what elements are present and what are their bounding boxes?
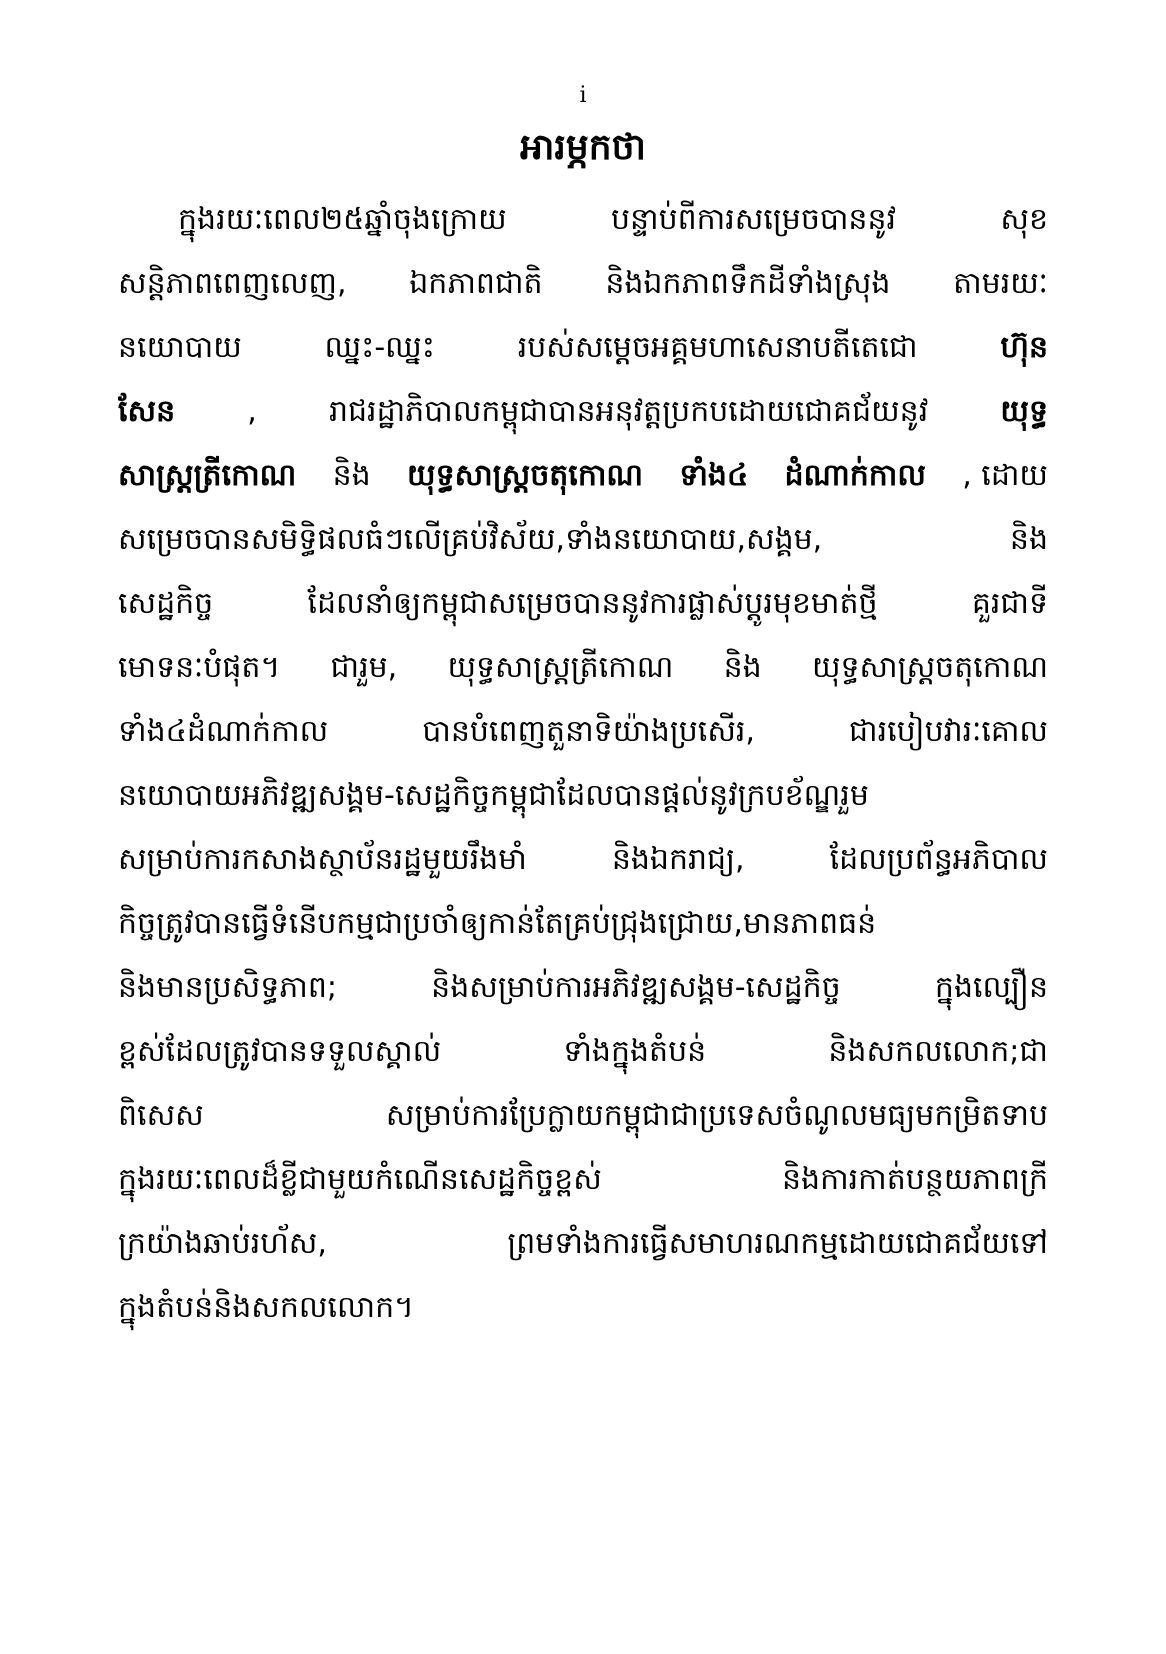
text-segment: , ដោយ bbox=[962, 458, 1048, 493]
text-segment: មោទនៈបំផុត។ bbox=[118, 650, 281, 685]
text-segment: ឈ្នះ-ឈ្នះ bbox=[324, 330, 435, 365]
text-segment: ឯកភាពជាតិ bbox=[409, 266, 543, 301]
text-line bbox=[118, 1148, 1048, 1212]
text-segment: ជារបៀបវារៈគោល bbox=[849, 714, 1048, 749]
text-segment: និង bbox=[723, 650, 762, 685]
text-segment: និងមានប្រសិទ្ធភាព; bbox=[118, 970, 337, 1005]
text-line bbox=[118, 700, 1048, 764]
text-segment: និងការកាត់បន្ថយភាពក្រី bbox=[781, 1162, 1048, 1197]
text-line bbox=[118, 316, 1048, 380]
text-segment: សុខ bbox=[1000, 202, 1048, 237]
page-title: អារម្ភកថា bbox=[520, 127, 646, 168]
text-line bbox=[118, 444, 1048, 508]
text-line bbox=[118, 764, 1048, 828]
text-segment: គួរជាទី bbox=[971, 586, 1048, 621]
text-line bbox=[118, 1276, 1048, 1340]
text-segment: ក្នុងរយៈពេល២៥ឆ្នាំចុងក្រោយ bbox=[178, 202, 507, 237]
text-segment: សម្រេចបានសមិទ្ធិផលធំៗលើគ្រប់វិស័យ,ទាំងនយោបាយ,សង្គម, bbox=[118, 522, 823, 557]
text-segment: សម្រាប់ការប្រែក្លាយកម្ពុជាជាប្រទេសចំណូលមធ្យមកម្រិតទាប bbox=[385, 1098, 1048, 1133]
bold-text-segment: យុទ្ធសាស្ត្រចតុកោណ bbox=[407, 458, 644, 493]
text-line bbox=[118, 1212, 1048, 1276]
text-line bbox=[118, 508, 1048, 572]
text-line bbox=[118, 892, 1048, 956]
text-line bbox=[118, 252, 1048, 316]
text-segment: នយោបាយអភិវឌ្ឍសង្គម-សេដ្ឋកិច្ចកម្ពុជាដែលបានផ្តល់នូវក្របខ័ណ្ឌរួម bbox=[118, 778, 869, 813]
text-segment: តាមរយៈ bbox=[953, 266, 1048, 301]
text-segment: របស់សម្តេចអគ្គមហាសេនាបតីតេជោ bbox=[517, 330, 918, 365]
bold-text-segment: យុទ្ធ bbox=[1000, 394, 1048, 429]
text-segment: ដែលប្រព័ន្ធអភិបាល bbox=[829, 842, 1048, 877]
bold-text-segment: ដំណាក់កាល bbox=[784, 458, 926, 493]
text-segment: និងឯករាជ្យ, bbox=[611, 842, 745, 877]
text-line bbox=[118, 956, 1048, 1020]
text-line bbox=[118, 636, 1048, 700]
text-segment: បានបំពេញតួនាទិយ៉ាងប្រសើរ, bbox=[422, 714, 755, 749]
text-segment: ទាំងក្នុងតំបន់ bbox=[563, 1034, 707, 1069]
text-segment: ក្នុងល្បឿន bbox=[934, 970, 1048, 1005]
text-segment: ព្រមទាំងការធ្វើសមាហរណកម្មដោយជោគជ័យទៅ bbox=[507, 1226, 1048, 1261]
text-segment: និងសកលលោក;ជា bbox=[828, 1034, 1048, 1069]
text-line bbox=[118, 828, 1048, 892]
text-line bbox=[118, 572, 1048, 636]
page-number: i bbox=[579, 83, 587, 108]
text-segment: និង bbox=[1009, 522, 1048, 557]
bold-text-segment: ទាំង៤ bbox=[679, 458, 749, 493]
text-segment: ក្នុងរយៈពេលដ៏ខ្លីជាមួយកំណើនសេដ្ឋកិច្ចខ្ពស់ bbox=[118, 1162, 602, 1197]
text-segment: នយោបាយ bbox=[118, 330, 242, 365]
text-line bbox=[118, 380, 1048, 444]
bold-text-segment: ហ៊ុន bbox=[1000, 330, 1048, 365]
body-paragraph bbox=[118, 188, 1048, 1340]
text-segment: ដែលនាំឲ្យកម្ពុជាសម្រេចបាននូវការផ្លាស់ប្តូរមុខមាត់ថ្មី bbox=[307, 586, 878, 621]
text-segment: ទាំង៤ដំណាក់កាល bbox=[118, 714, 329, 749]
text-segment: ខ្ពស់ដែលត្រូវបានទទួលស្គាល់ bbox=[118, 1034, 442, 1069]
text-segment: និង bbox=[332, 458, 371, 493]
bold-text-segment: សែន bbox=[118, 394, 176, 429]
text-segment: ពិសេស bbox=[118, 1098, 204, 1133]
text-segment: ជារួម, bbox=[330, 650, 398, 685]
text-segment: សេដ្ឋកិច្ច bbox=[118, 586, 214, 621]
text-segment: និងសម្រាប់ការអភិវឌ្ឍសង្គម-សេដ្ឋកិច្ច bbox=[431, 970, 841, 1005]
text-segment: រាជរដ្ឋាភិបាលកម្ពុជាបានអនុវត្តប្រកបដោយជោគជ័យនូវ bbox=[328, 394, 929, 429]
text-segment: យុទ្ធសាស្ត្រត្រីកោណ bbox=[447, 650, 674, 685]
text-segment: បន្ទាប់ពីការសម្រេចបាននូវ bbox=[610, 202, 897, 237]
text-line bbox=[118, 1084, 1048, 1148]
text-segment: ក្រយ៉ាងឆាប់រហ័ស, bbox=[118, 1226, 327, 1261]
text-segment: និងឯកភាពទឹកដីទាំងស្រុង bbox=[605, 266, 891, 301]
bold-text-segment: សាស្ត្រត្រីកោណ bbox=[118, 458, 297, 493]
text-segment: , bbox=[247, 394, 257, 429]
text-segment: សម្រាប់ការកសាងស្ថាប័នរដ្ឋមួយរឹងមាំ bbox=[118, 842, 527, 877]
text-line bbox=[118, 1020, 1048, 1084]
text-segment: យុទ្ធសាស្ត្រចតុកោណ bbox=[811, 650, 1048, 685]
text-segment: កិច្ចត្រូវបានធ្វើទំនើបកម្មជាប្រចាំឲ្យកាន់តែគ្រប់ជ្រុងជ្រោយ,មានភាពធន់ bbox=[118, 906, 877, 941]
text-line bbox=[118, 188, 1048, 252]
text-segment: សន្តិភាពពេញលេញ, bbox=[118, 266, 347, 301]
text-segment: ក្នុងតំបន់និងសកលលោក។ bbox=[118, 1290, 414, 1325]
